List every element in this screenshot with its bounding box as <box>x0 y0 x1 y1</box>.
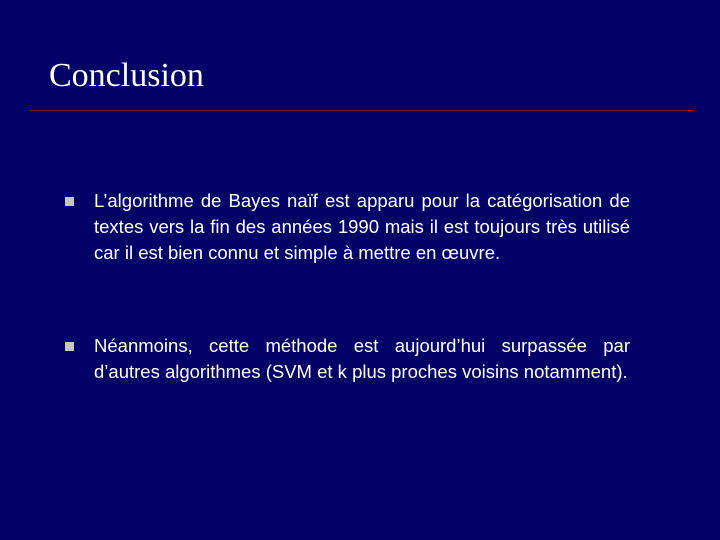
bullet-text: Néanmoins, cette méthode est aujourd’hui surpassée par d’autres algorithmes (SVM et k plus proches voisins notamment). <box>94 335 630 382</box>
bullet-text: L’algorithme de Bayes naïf est apparu pour la catégorisation de textes vers la fin des années 1990 mais il est toujours très utilisé car il est bien connu et simple à mettre en œuvre. <box>94 190 630 263</box>
slide-title: Conclusion <box>49 57 204 94</box>
square-bullet-icon <box>65 197 74 206</box>
square-bullet-icon <box>65 342 74 351</box>
